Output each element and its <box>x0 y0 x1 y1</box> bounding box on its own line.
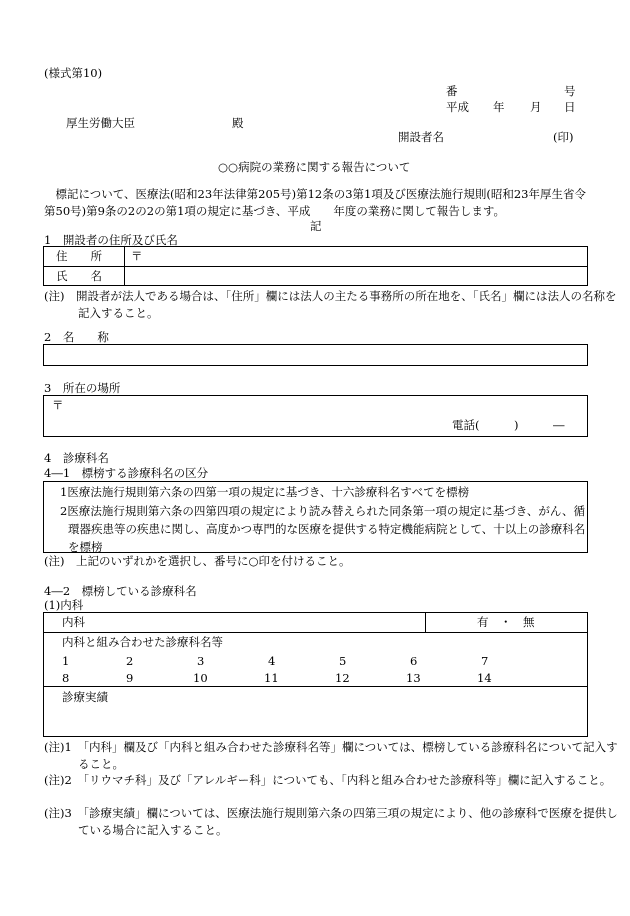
ki-mark: 記 <box>310 219 322 233</box>
number-suffix: 号 <box>564 84 576 98</box>
internal-table-divider-1 <box>43 632 588 633</box>
honorific: 殿 <box>232 116 244 130</box>
intro-paragraph: 標記について、医療法(昭和23年法律第205号)第12条の3第1項及び医療法施行規則(昭和23年厚生省令第50号)第9条の2の2の第1項の規定に基づき、平成 年度の業務に関して報告します。 <box>44 187 586 218</box>
combined-number[interactable]: 12 <box>335 671 350 685</box>
section4-note-1: (注)1 「内科」欄及び「内科と組み合わせた診療科名等」欄については、標榜している診療科名について記入すること。 <box>44 740 618 771</box>
combined-number[interactable]: 7 <box>481 654 489 668</box>
category-option-2[interactable]: 2医療法施行規則第六条の四第四項の規定により読み替えられた同条第一項の規定に基づき、がん、循環器疾患等の疾患に関し、高度かつ専門的な医療を提供する特定機能病院として、十以上の診療科名を標榜 <box>60 504 586 554</box>
month-label: 月 <box>530 100 542 114</box>
section3-heading: 3 所在の場所 <box>44 381 121 395</box>
day-label: 日 <box>564 100 576 114</box>
clinical-results-label: 診療実績 <box>62 690 108 704</box>
section4-2-heading: 4―2 標榜している診療科名 <box>44 584 197 598</box>
era-label: 平成 <box>446 100 469 114</box>
combined-number[interactable]: 5 <box>339 654 347 668</box>
combined-number[interactable]: 2 <box>126 654 134 668</box>
combined-number[interactable]: 4 <box>268 654 276 668</box>
combined-departments-label: 内科と組み合わせた診療科名等 <box>62 635 223 649</box>
addressee: 厚生労働大臣 <box>66 116 135 130</box>
section4-note-2: (注)2 「リウマチ科」及び「アレルギー科」についても、「内科と組み合わせた診療科等」欄に記入すること。 <box>44 773 612 787</box>
combined-number[interactable]: 8 <box>62 671 70 685</box>
internal-table-divider-2 <box>43 686 588 687</box>
combined-number[interactable]: 6 <box>410 654 418 668</box>
section4-1-note: (注) 上記のいずれかを選択し、番号に○印を付けること。 <box>44 554 351 568</box>
document-title: ○○病院の業務に関する報告について <box>218 160 411 174</box>
combined-number[interactable]: 14 <box>477 671 492 685</box>
section1-heading: 1 開設者の住所及び氏名 <box>44 233 178 247</box>
founder-table-col-divider <box>124 246 125 286</box>
address-label: 住 所 <box>56 249 102 263</box>
name-label: 氏 名 <box>56 269 102 283</box>
combined-number[interactable]: 3 <box>197 654 205 668</box>
section4-1-heading: 4―1 標榜する診療科名の区分 <box>44 466 209 480</box>
internal-table-col-divider <box>425 612 426 632</box>
seal-mark: (印) <box>553 130 574 144</box>
founder-name-label: 開設者名 <box>398 130 444 144</box>
hospital-name-field[interactable] <box>43 344 588 366</box>
combined-number[interactable]: 1 <box>62 654 70 668</box>
phone-label: 電話( ) ― <box>452 418 565 432</box>
category-option-1[interactable]: 1医療法施行規則第六条の四第一項の規定に基づき、十六診療科名すべてを標榜 <box>60 485 470 499</box>
section2-heading: 2 名 称 <box>44 330 109 344</box>
yes-no-choice[interactable]: 有 ・ 無 <box>477 615 535 629</box>
form-id: (様式第10) <box>44 66 103 80</box>
address-postal-mark: 〒 <box>131 249 143 263</box>
section4-note-3: (注)3 「診療実績」欄については、医療法施行規則第六条の四第三項の規定により、他の診療科で医療を提供している場合に記入すること。 <box>44 806 618 837</box>
section4-heading: 4 診療科名 <box>44 451 109 465</box>
combined-number[interactable]: 11 <box>264 671 279 685</box>
section1-note: (注) 開設者が法人である場合は、「住所」欄には法人の主たる事務所の所在地を、「氏名」欄には法人の名称を記入すること。 <box>44 289 617 320</box>
location-postal-mark: 〒 <box>52 398 64 412</box>
number-label: 番 <box>446 84 458 98</box>
year-label: 年 <box>493 100 505 114</box>
internal-medicine-table <box>43 612 588 737</box>
combined-number[interactable]: 13 <box>406 671 421 685</box>
combined-number[interactable]: 10 <box>193 671 208 685</box>
internal-medicine-heading: (1)内科 <box>44 598 84 612</box>
internal-medicine-label: 内科 <box>62 615 85 629</box>
combined-number[interactable]: 9 <box>126 671 134 685</box>
